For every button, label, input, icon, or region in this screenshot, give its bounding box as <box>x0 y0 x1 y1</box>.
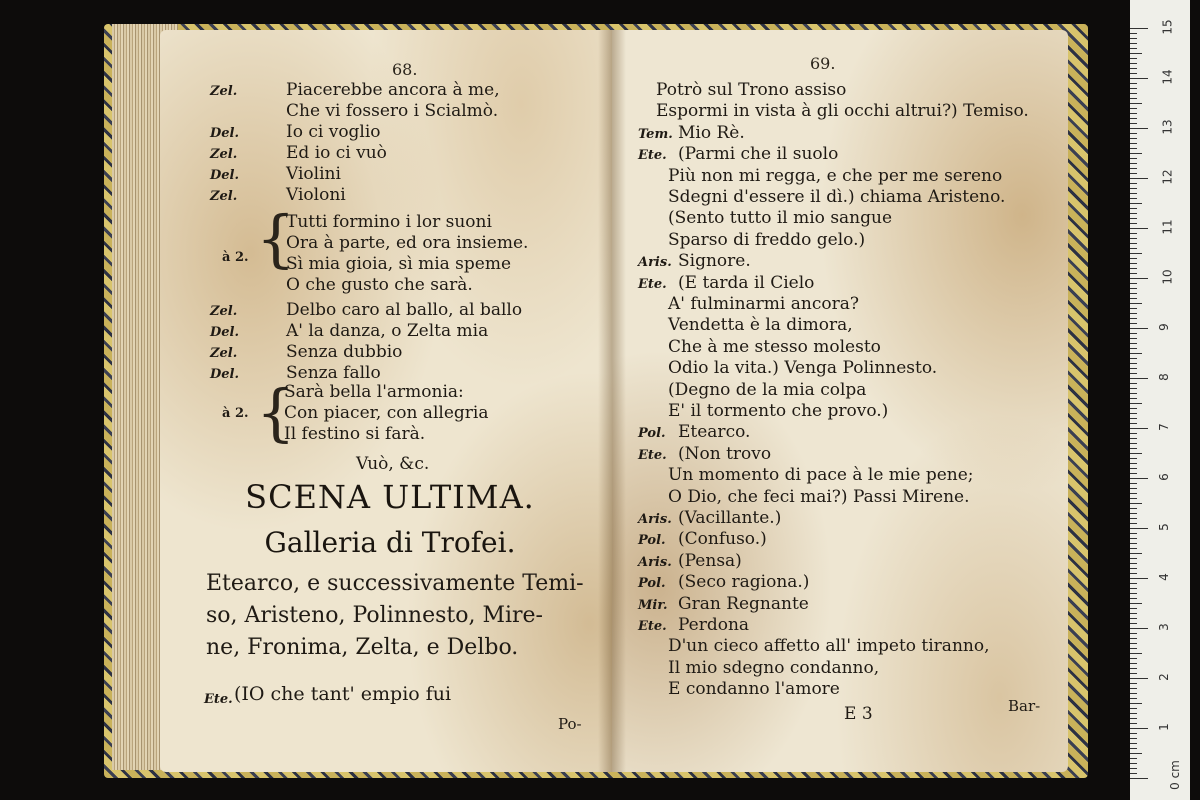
ruler-tick <box>1130 328 1148 329</box>
ruler-tick <box>1130 698 1137 699</box>
ruler-tick <box>1130 118 1137 119</box>
ruler-tick <box>1130 68 1137 69</box>
ruler-tick <box>1130 583 1137 584</box>
ruler-tick <box>1130 83 1137 84</box>
ruler-number: 11 <box>1160 219 1175 235</box>
ruler-tick <box>1130 728 1148 729</box>
dialogue-line: Sparso di freddo gelo.) <box>668 229 866 250</box>
speaker-tag: Ete. <box>638 619 667 634</box>
ruler-tick <box>1130 453 1142 454</box>
ruler-tick <box>1130 488 1137 489</box>
final-line: (IO che tant' empio fui <box>234 683 452 705</box>
speaker-tag: Del. <box>210 126 240 141</box>
speaker-tag: Del. <box>210 168 240 183</box>
ruler-tick <box>1130 88 1137 89</box>
speaker-tag: Aris. <box>638 554 672 570</box>
ruler-tick <box>1130 658 1137 659</box>
repeat-marker: Vuò, &c. <box>356 454 430 474</box>
ruler-tick <box>1130 638 1137 639</box>
ruler-tick <box>1130 223 1137 224</box>
ruler-unit: 0 cm <box>1167 760 1182 790</box>
dialogue-line: Che vi fossero i Scialmò. <box>286 101 499 121</box>
ruler-tick <box>1130 303 1142 304</box>
ruler-tick <box>1130 448 1137 449</box>
ruler-tick <box>1130 63 1137 64</box>
duet-brace: { <box>256 202 296 275</box>
ruler-tick <box>1130 413 1137 414</box>
ruler-tick <box>1130 38 1137 39</box>
ruler-tick <box>1130 203 1142 204</box>
ruler-tick <box>1130 613 1137 614</box>
ruler-tick <box>1130 543 1137 544</box>
dialogue-line: Un momento di pace à le mie pene; <box>668 465 974 486</box>
speaker-tag: Aris. <box>638 255 672 271</box>
ruler-tick <box>1130 663 1137 664</box>
ruler-tick <box>1130 113 1137 114</box>
dialogue-line: Ed io ci vuò <box>286 143 387 163</box>
duet-line: Con piacer, con allegria <box>284 403 489 423</box>
ruler-tick <box>1130 103 1142 104</box>
ruler-tick <box>1130 353 1142 354</box>
ruler-tick <box>1130 293 1137 294</box>
ruler-tick <box>1130 168 1137 169</box>
dialogue-line: Vendetta è la dimora, <box>668 315 853 336</box>
ruler-tick <box>1130 598 1137 599</box>
ruler-tick <box>1130 653 1142 654</box>
ruler-tick <box>1130 538 1137 539</box>
gutter <box>598 30 626 772</box>
dialogue-line: (Confuso.) <box>678 529 767 550</box>
speaker-tag: Aris. <box>638 512 672 527</box>
duet-line: Il festino si farà. <box>284 424 426 444</box>
dialogue-line: (E tarda il Cielo <box>678 272 815 293</box>
ruler-tick <box>1130 498 1137 499</box>
ruler-tick <box>1130 133 1137 134</box>
dialogue-line: Espormi in vista à gli occhi altrui?) Temiso. <box>656 101 1029 122</box>
ruler-tick <box>1130 268 1137 269</box>
ruler-tick <box>1130 298 1137 299</box>
duet-brace: { <box>256 376 296 449</box>
dialogue-line: Senza dubbio <box>286 342 403 362</box>
ruler-tick <box>1130 158 1137 159</box>
ruler-tick <box>1130 568 1137 569</box>
speaker-tag: Tem. <box>638 126 673 142</box>
speaker-tag: Pol. <box>638 576 666 592</box>
ruler-number: 14 <box>1160 69 1175 85</box>
ruler-tick <box>1130 128 1148 129</box>
ruler-tick <box>1130 763 1137 764</box>
ruler-tick <box>1130 513 1137 514</box>
cast-line: Etearco, e successivamente Temi- <box>206 571 584 596</box>
speaker-tag: Ete. <box>638 276 667 292</box>
speaker-tag: Ete. <box>204 692 233 707</box>
ruler-tick <box>1130 248 1137 249</box>
speaker-tag: Ete. <box>638 447 667 463</box>
ruler-tick <box>1130 743 1137 744</box>
ruler-tick <box>1130 508 1137 509</box>
ruler-tick <box>1130 623 1137 624</box>
ruler-tick <box>1130 633 1137 634</box>
ruler-tick <box>1130 408 1137 409</box>
speaker-tag: Pol. <box>638 426 666 442</box>
ruler-tick <box>1130 388 1137 389</box>
duet-line: O che gusto che sarà. <box>286 275 473 295</box>
ruler-tick <box>1130 238 1137 239</box>
ruler-tick <box>1130 758 1137 759</box>
ruler-tick <box>1130 428 1148 429</box>
ruler-tick <box>1130 318 1137 319</box>
ruler-tick <box>1130 533 1137 534</box>
ruler-tick <box>1130 253 1142 254</box>
speaker-tag: Del. <box>210 325 240 340</box>
measurement-ruler <box>1130 0 1190 800</box>
ruler-tick <box>1130 98 1137 99</box>
ruler-tick <box>1130 483 1137 484</box>
ruler-tick <box>1130 173 1137 174</box>
duet-line: Sarà bella l'armonia: <box>284 382 464 402</box>
ruler-tick <box>1130 183 1137 184</box>
ruler-tick <box>1130 243 1137 244</box>
dialogue-line: Signore. <box>678 251 751 272</box>
ruler-number: 3 <box>1156 623 1171 631</box>
ruler-tick <box>1130 333 1137 334</box>
ruler-tick <box>1130 753 1142 754</box>
dialogue-line: Etearco. <box>678 422 751 443</box>
speaker-tag: Mir. <box>638 597 668 613</box>
dialogue-line: Violini <box>286 164 341 184</box>
ruler-tick <box>1130 713 1137 714</box>
ruler-tick <box>1130 33 1137 34</box>
ruler-number: 10 <box>1160 269 1175 285</box>
ruler-tick <box>1130 528 1148 529</box>
dialogue-line: E' il tormento che provo.) <box>668 401 889 421</box>
speaker-tag: Zel. <box>210 189 238 204</box>
ruler-tick <box>1130 398 1137 399</box>
dialogue-line: Che à me stesso molesto <box>668 336 881 357</box>
ruler-tick <box>1130 493 1137 494</box>
speaker-tag: Zel. <box>210 346 238 361</box>
ruler-tick <box>1130 358 1137 359</box>
ruler-tick <box>1130 28 1148 29</box>
ruler-tick <box>1130 563 1137 564</box>
ruler-tick <box>1130 733 1137 734</box>
ruler-tick <box>1130 718 1137 719</box>
ruler-tick <box>1130 258 1137 259</box>
ruler-tick <box>1130 193 1137 194</box>
ruler-tick <box>1130 73 1137 74</box>
ruler-tick <box>1130 723 1137 724</box>
dialogue-line: (Seco ragiona.) <box>678 572 810 593</box>
dialogue-line: Piacerebbe ancora à me, <box>286 80 500 100</box>
ruler-tick <box>1130 433 1137 434</box>
dialogue-line: (Vacillante.) <box>678 508 782 528</box>
duet-line: Tutti formino i lor suoni <box>286 212 492 232</box>
ruler-tick <box>1130 383 1137 384</box>
ruler-tick <box>1130 263 1137 264</box>
ruler-tick <box>1130 458 1137 459</box>
dialogue-line: Delbo caro al ballo, al ballo <box>286 300 523 320</box>
left-page <box>160 30 612 772</box>
ruler-tick <box>1130 93 1137 94</box>
dialogue-line: Mio Rè. <box>678 122 745 143</box>
ruler-tick <box>1130 548 1137 549</box>
ruler-tick <box>1130 438 1137 439</box>
ruler-number: 2 <box>1156 673 1171 681</box>
ruler-number: 13 <box>1160 119 1175 135</box>
ruler-tick <box>1130 673 1137 674</box>
ruler-tick <box>1130 218 1137 219</box>
ruler-tick <box>1130 523 1137 524</box>
ruler-tick <box>1130 443 1137 444</box>
ruler-tick <box>1130 338 1137 339</box>
dialogue-line: Gran Regnante <box>678 593 809 614</box>
ruler-tick <box>1130 708 1137 709</box>
ruler-tick <box>1130 43 1137 44</box>
dialogue-line: (Pensa) <box>678 550 742 571</box>
ruler-tick <box>1130 603 1142 604</box>
duet-label: à 2. <box>222 250 249 265</box>
ruler-tick <box>1130 678 1148 679</box>
dialogue-line: O Dio, che feci mai?) Passi Mirene. <box>668 486 970 507</box>
signature-mark: E 3 <box>844 704 873 724</box>
scene-title: SCENA ULTIMA. <box>245 478 535 516</box>
speaker-tag: Zel. <box>210 147 238 162</box>
ruler-tick <box>1130 588 1137 589</box>
page-number: 68. <box>392 60 418 79</box>
ruler-number: 7 <box>1156 423 1171 431</box>
ruler-tick <box>1130 593 1137 594</box>
ruler-tick <box>1130 403 1142 404</box>
catchword: Po- <box>558 715 582 733</box>
ruler-tick <box>1130 283 1137 284</box>
ruler-tick <box>1130 393 1137 394</box>
ruler-tick <box>1130 233 1137 234</box>
page-number: 69. <box>810 54 836 73</box>
dialogue-line: Sdegni d'essere il dì.) chiama Aristeno. <box>668 187 1006 207</box>
ruler-tick <box>1130 738 1137 739</box>
ruler-tick <box>1130 143 1137 144</box>
dialogue-line: (Non trovo <box>678 443 772 464</box>
right-page <box>612 30 1068 772</box>
dialogue-line: Violoni <box>286 185 346 205</box>
dialogue-line: Perdona <box>678 615 750 635</box>
ruler-tick <box>1130 363 1137 364</box>
ruler-tick <box>1130 313 1137 314</box>
ruler-tick <box>1130 473 1137 474</box>
dialogue-line: Potrò sul Trono assiso <box>656 80 847 100</box>
ruler-tick <box>1130 553 1142 554</box>
dialogue-line: Più non mi regga, e che per me sereno <box>668 165 1003 186</box>
ruler-tick <box>1130 323 1137 324</box>
speaker-tag: Ete. <box>638 148 667 164</box>
ruler-tick <box>1130 53 1142 54</box>
dialogue-line: Io ci voglio <box>286 122 381 142</box>
ruler-tick <box>1130 768 1137 769</box>
ruler-number: 1 <box>1156 723 1171 731</box>
ruler-tick <box>1130 288 1137 289</box>
dialogue-line: (Parmi che il suolo <box>678 144 839 165</box>
dialogue-line: D'un cieco affetto all' impeto tiranno, <box>668 636 990 657</box>
scene-place: Galleria di Trofei. <box>264 526 516 559</box>
ruler-tick <box>1130 198 1137 199</box>
ruler-number: 4 <box>1156 573 1171 581</box>
cast-line: so, Aristeno, Polinnesto, Mire- <box>206 603 543 628</box>
duet-line: Ora à parte, ed ora insieme. <box>286 233 529 253</box>
dialogue-line: A' fulminarmi ancora? <box>668 294 859 314</box>
dialogue-line: Odio la vita.) Venga Polinnesto. <box>668 358 938 379</box>
ruler-tick <box>1130 343 1137 344</box>
ruler-tick <box>1130 153 1142 154</box>
speaker-tag: Zel. <box>210 84 238 99</box>
ruler-tick <box>1130 778 1148 779</box>
ruler-number: 15 <box>1160 19 1175 35</box>
ruler-tick <box>1130 58 1137 59</box>
ruler-tick <box>1130 773 1137 774</box>
ruler-tick <box>1130 518 1137 519</box>
ruler-tick <box>1130 78 1148 79</box>
ruler-tick <box>1130 703 1142 704</box>
catchword: Bar- <box>1008 697 1041 715</box>
ruler-tick <box>1130 308 1137 309</box>
ruler-tick <box>1130 378 1148 379</box>
speaker-tag: Pol. <box>638 533 666 549</box>
speaker-tag: Zel. <box>210 304 238 319</box>
ruler-number: 12 <box>1160 169 1175 185</box>
ruler-tick <box>1130 48 1137 49</box>
dialogue-line: Senza fallo <box>286 363 381 383</box>
ruler-number: 5 <box>1156 523 1171 531</box>
ruler-tick <box>1130 163 1137 164</box>
ruler-tick <box>1130 468 1137 469</box>
duet-line: Sì mia gioia, sì mia speme <box>286 254 512 274</box>
dialogue-line: Il mio sdegno condanno, <box>668 657 880 678</box>
ruler-tick <box>1130 228 1148 229</box>
ruler-tick <box>1130 688 1137 689</box>
ruler-tick <box>1130 123 1137 124</box>
ruler-tick <box>1130 188 1137 189</box>
ruler-tick <box>1130 643 1137 644</box>
cast-line: ne, Fronima, Zelta, e Delbo. <box>206 635 519 660</box>
dialogue-line: E condanno l'amore <box>668 679 840 700</box>
speaker-tag: Del. <box>210 367 240 382</box>
ruler-tick <box>1130 478 1148 479</box>
ruler-tick <box>1130 648 1137 649</box>
ruler-tick <box>1130 578 1148 579</box>
ruler-number: 9 <box>1156 323 1171 331</box>
ruler-tick <box>1130 368 1137 369</box>
dialogue-line: (Sento tutto il mio sangue <box>668 208 893 229</box>
ruler-tick <box>1130 558 1137 559</box>
ruler-tick <box>1130 463 1137 464</box>
ruler-tick <box>1130 178 1148 179</box>
ruler-tick <box>1130 108 1137 109</box>
ruler-tick <box>1130 373 1137 374</box>
ruler-tick <box>1130 608 1137 609</box>
ruler-tick <box>1130 278 1148 279</box>
ruler-tick <box>1130 348 1137 349</box>
ruler-tick <box>1130 693 1137 694</box>
ruler-number: 6 <box>1156 473 1171 481</box>
dialogue-line: (Degno de la mia colpa <box>668 379 867 400</box>
duet-label: à 2. <box>222 406 249 421</box>
ruler-tick <box>1130 748 1137 749</box>
ruler-tick <box>1130 418 1137 419</box>
ruler-tick <box>1130 668 1137 669</box>
ruler-tick <box>1130 618 1137 619</box>
ruler-tick <box>1130 138 1137 139</box>
ruler-tick <box>1130 148 1137 149</box>
ruler-tick <box>1130 683 1137 684</box>
ruler-tick <box>1130 503 1142 504</box>
ruler-tick <box>1130 573 1137 574</box>
ruler-tick <box>1130 423 1137 424</box>
ruler-tick <box>1130 213 1137 214</box>
ruler-tick <box>1130 628 1148 629</box>
ruler-number: 8 <box>1156 373 1171 381</box>
ruler-tick <box>1130 273 1137 274</box>
dialogue-line: A' la danza, o Zelta mia <box>286 321 489 341</box>
ruler-tick <box>1130 208 1137 209</box>
